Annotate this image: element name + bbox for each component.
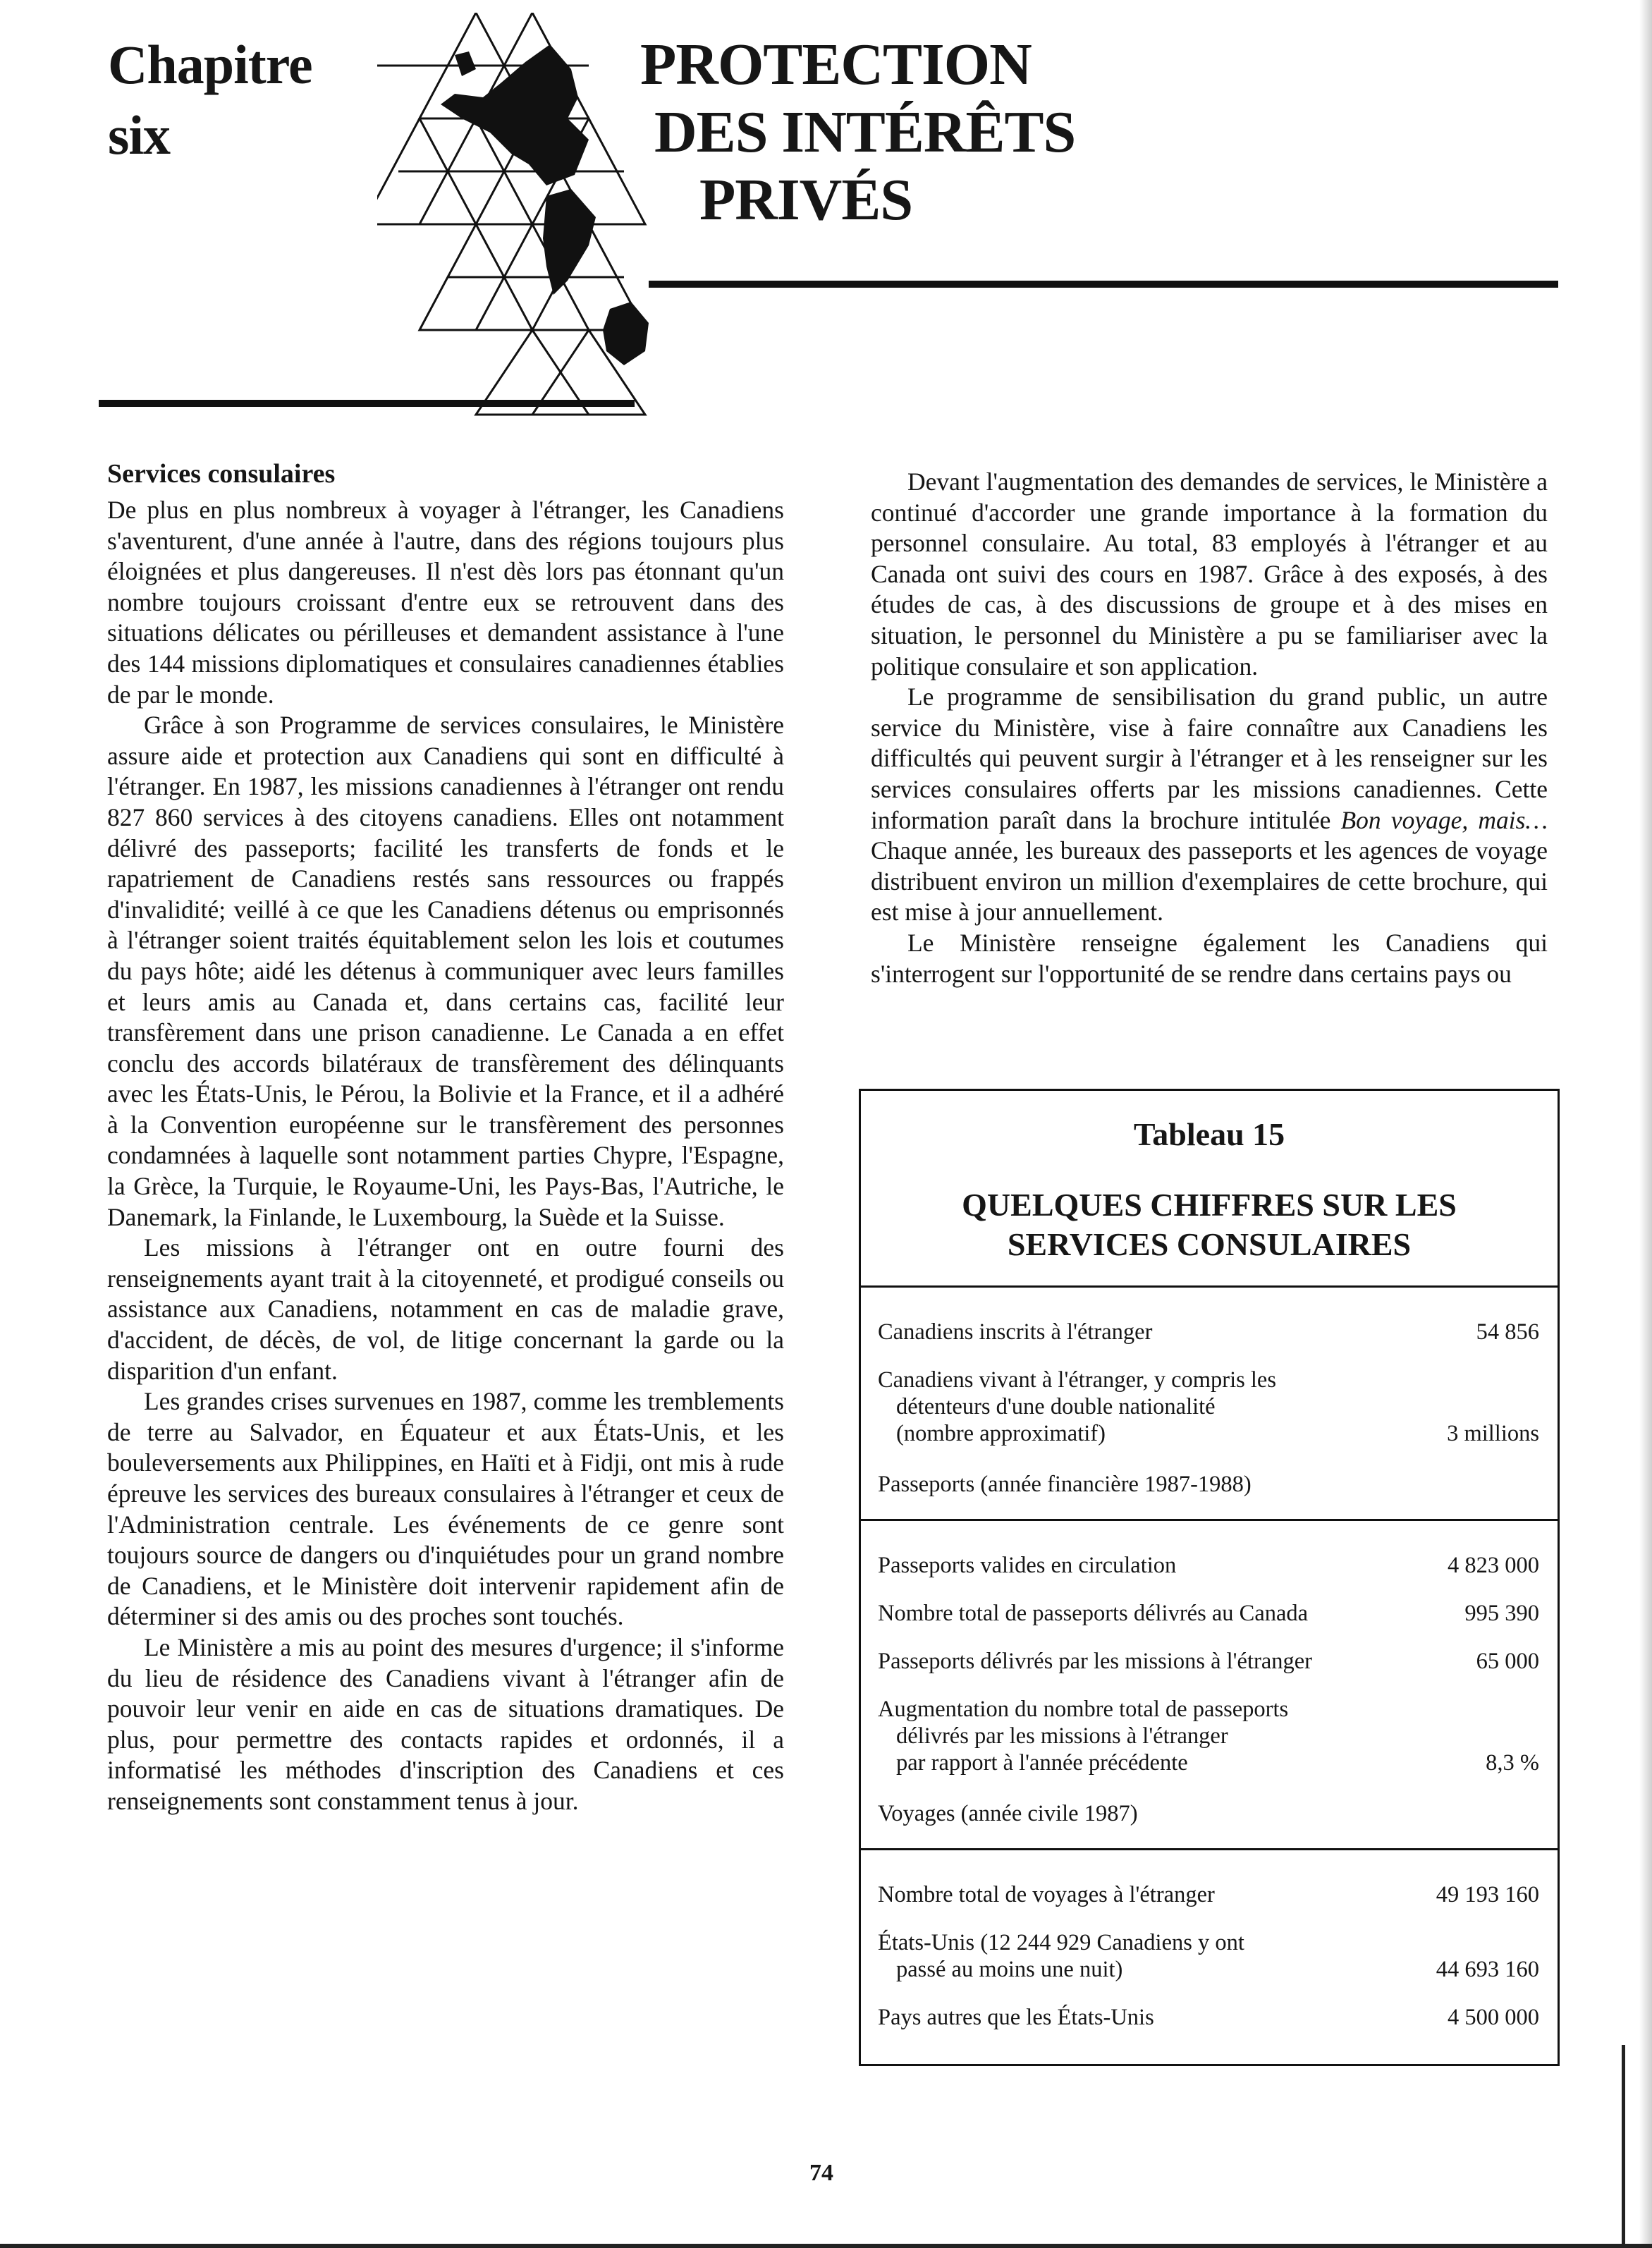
row-label: Passeports délivrés par les missions à l'étranger bbox=[878, 1649, 1312, 1674]
row-value: 995 390 bbox=[1464, 1601, 1539, 1626]
title-line-2: DES INTÉRÊTS bbox=[654, 99, 1076, 165]
chapter-number: six bbox=[108, 104, 171, 166]
table-title bbox=[861, 1185, 1558, 1264]
left-column bbox=[107, 459, 784, 1817]
row-value: 8,3 % bbox=[1486, 1750, 1539, 1776]
row-label: Nombre total de passeports délivrés au Canada bbox=[878, 1601, 1309, 1626]
row-label-line: États-Unis (12 244 929 Canadiens y ont bbox=[878, 1930, 1244, 1955]
table-number: Tableau 15 bbox=[1133, 1116, 1285, 1152]
row-value: 54 856 bbox=[1476, 1319, 1539, 1345]
page-number: 74 bbox=[809, 2160, 833, 2186]
chapter-title bbox=[640, 31, 1075, 234]
row-label: Nombre total de voyages à l'étranger bbox=[878, 1882, 1215, 1907]
paragraph: Le Ministère a mis au point des mesures d'urgence; il s'informe du lieu de résidence des Canadiens vivant à l'étranger afin de pouvoir leur venir en aide en cas de situations dramatiques. De plus, pour permettre des contacts rapides et ordonnés, il a informatisé les méthodes d'inscription des Canadiens et ces renseignements sont constamment tenus à jour. bbox=[107, 1632, 784, 1815]
title-line-1: PROTECTION bbox=[640, 32, 1032, 97]
table-row bbox=[878, 1367, 1539, 1447]
row-label bbox=[878, 1696, 1486, 1776]
row-label-line: détenteurs d'une double nationalité bbox=[896, 1394, 1216, 1419]
table-title-line: QUELQUES CHIFFRES SUR LES bbox=[962, 1187, 1457, 1223]
table-row bbox=[878, 1881, 1539, 1908]
paragraph-text: Chaque année, les bureaux des passeports et les agences de voyage distribuent environ un million d'exemplaires de cette brochure, qui est mise à jour annuellement. bbox=[871, 836, 1548, 927]
scan-binding-edge bbox=[1622, 2045, 1625, 2248]
row-label bbox=[878, 1367, 1447, 1447]
header-rule-top bbox=[649, 281, 1558, 288]
chapter-word: Chapitre bbox=[108, 34, 312, 95]
paragraph: De plus en plus nombreux à voyager à l'étranger, les Canadiens s'aventurent, d'une année à l'autre, dans des régions toujours plus éloignées et plus dangereuses. Il n'est dès lors pas étonnant qu'un nombre toujours croissant d'entre eux se retrouvent dans des situations délicates ou périlleuses et demandent assistance à l'une des 144 missions diplomatiques et consulaires canadiennes établies de par le monde. bbox=[107, 496, 784, 709]
table-row bbox=[878, 1929, 1539, 1983]
row-label: Passeports valides en circulation bbox=[878, 1553, 1177, 1578]
paragraph: Le Ministère renseigne également les Canadiens qui s'interrogent sur l'opportunité de se rendre dans certains pays ou bbox=[871, 928, 1548, 988]
section-heading: Services consulaires bbox=[107, 459, 336, 489]
row-label: Canadiens inscrits à l'étranger bbox=[878, 1319, 1153, 1345]
table-row bbox=[878, 1319, 1539, 1345]
chapter-label bbox=[108, 30, 312, 171]
row-label: Pays autres que les États-Unis bbox=[878, 2005, 1154, 2030]
row-value: 4 823 000 bbox=[1448, 1553, 1539, 1578]
table-section-passports bbox=[861, 1519, 1558, 1827]
row-label-line: passé au moins une nuit) bbox=[896, 1957, 1123, 1982]
paragraph bbox=[871, 682, 1548, 928]
row-value: 65 000 bbox=[1476, 1649, 1539, 1674]
table-subheading-passports: Passeports (année financière 1987-1988) bbox=[878, 1472, 1252, 1497]
row-value: 44 693 160 bbox=[1436, 1957, 1539, 1982]
table-section-canadians-abroad bbox=[861, 1285, 1558, 1498]
title-line-3: PRIVÉS bbox=[699, 167, 913, 233]
table-row bbox=[878, 1648, 1539, 1675]
table-title-line: SERVICES CONSULAIRES bbox=[1007, 1226, 1412, 1262]
row-label-line: Augmentation du nombre total de passeports bbox=[878, 1697, 1289, 1722]
row-label bbox=[878, 1929, 1436, 1983]
scan-bottom-edge bbox=[0, 2244, 1652, 2248]
paragraph: Les grandes crises survenues en 1987, comme les tremblements de terre au Salvador, en Équateur et aux États-Unis, et les bouleversements aux Philippines, en Haïti et à Fidji, ont mis à rude épreuve les services des bureaux consulaires à l'étranger et ceux de l'Administration centrale. Les événements de ce genre sont toujours source de dangers ou d'inquiétudes pour un grand nombre de Canadiens, et le Ministère doit intervenir rapidement afin de déterminer si des amis ou des proches sont touchés. bbox=[107, 1387, 784, 1631]
right-column bbox=[871, 467, 1548, 989]
table-row bbox=[878, 1696, 1539, 1776]
table-row bbox=[878, 1600, 1539, 1627]
table-section-travel bbox=[861, 1848, 1558, 2031]
paragraph: Les missions à l'étranger ont en outre fourni des renseignements ayant trait à la citoyenneté, et prodigué conseils ou assistance aux Canadiens, notamment en cas de maladie grave, d'accident, de décès, de vol, de litige concernant la garde ou la disparition d'un enfant. bbox=[107, 1233, 784, 1385]
table-row bbox=[878, 2004, 1539, 2031]
row-label-line: par rapport à l'année précédente bbox=[896, 1750, 1188, 1776]
row-label-line: Canadiens vivant à l'étranger, y compris les bbox=[878, 1367, 1277, 1393]
paragraph: Devant l'augmentation des demandes de services, le Ministère a continué d'accorder une grande importance à la formation du personnel consulaire. Au total, 83 employés à l'étranger et au Canada ont suivi des cours en 1987. Grâce à des exposés, à des études de cas, à des discussions de groupe et à des mises en situation, le personnel du Ministère a pu se familiariser avec la politique consulaire et son application. bbox=[871, 468, 1548, 680]
table-15 bbox=[859, 1089, 1560, 2066]
row-value: 4 500 000 bbox=[1448, 2005, 1539, 2030]
header-rule-bottom bbox=[99, 400, 635, 407]
paragraph-text: Le programme de sensibilisation du grand public, un autre service du Ministère, vise à faire connaître aux Canadiens les difficultés qui peuvent surgir à l'étranger et à les renseigner sur les services consulaires offerts par les missions canadiennes. Cette information paraît dans la brochure intitulée bbox=[871, 683, 1548, 834]
brochure-title: Bon voyage, mais… bbox=[1340, 805, 1548, 834]
row-value: 3 millions bbox=[1447, 1421, 1539, 1446]
row-value: 49 193 160 bbox=[1436, 1882, 1539, 1907]
paragraph: Grâce à son Programme de services consulaires, le Ministère assure aide et protection aux Canadiens qui sont en difficulté à l'étranger. En 1987, les missions canadiennes à l'étranger ont rendu 827 860 services à des citoyens canadiens. Elles ont notamment délivré des passeports; facilité les transferts de fonds et le rapatriement de Canadiens restés sans ressources ou frappés d'invalidité; veillé à ce que les Canadiens détenus ou emprisonnés à l'étranger soient traités équitablement selon les lois et coutumes du pays hôte; aidé les détenus à communiquer avec leurs familles et leurs amis au Canada et, dans certains cas, facilité leur transfèrement dans une prison canadienne. Le Canada a en effet conclu des accords bilatéraux de transfèrement des délinquants avec les États-Unis, le Pérou, la Bolivie et la France, et il a adhéré à la Convention européenne sur le transfèrement des personnes condamnées à laquelle sont notamment parties Chypre, l'Espagne, la Grèce, la Turquie, le Royaume-Uni, les Pays-Bas, l'Autriche, le Danemark, la Finlande, le Luxembourg, la Suède et la Suisse. bbox=[107, 711, 784, 1231]
row-label-line: délivrés par les missions à l'étranger bbox=[896, 1723, 1228, 1749]
row-label-line: (nombre approximatif) bbox=[896, 1421, 1106, 1446]
table-subheading-travel: Voyages (année civile 1987) bbox=[878, 1801, 1138, 1826]
table-row bbox=[878, 1552, 1539, 1579]
scan-binding-shadow bbox=[1639, 0, 1652, 2248]
